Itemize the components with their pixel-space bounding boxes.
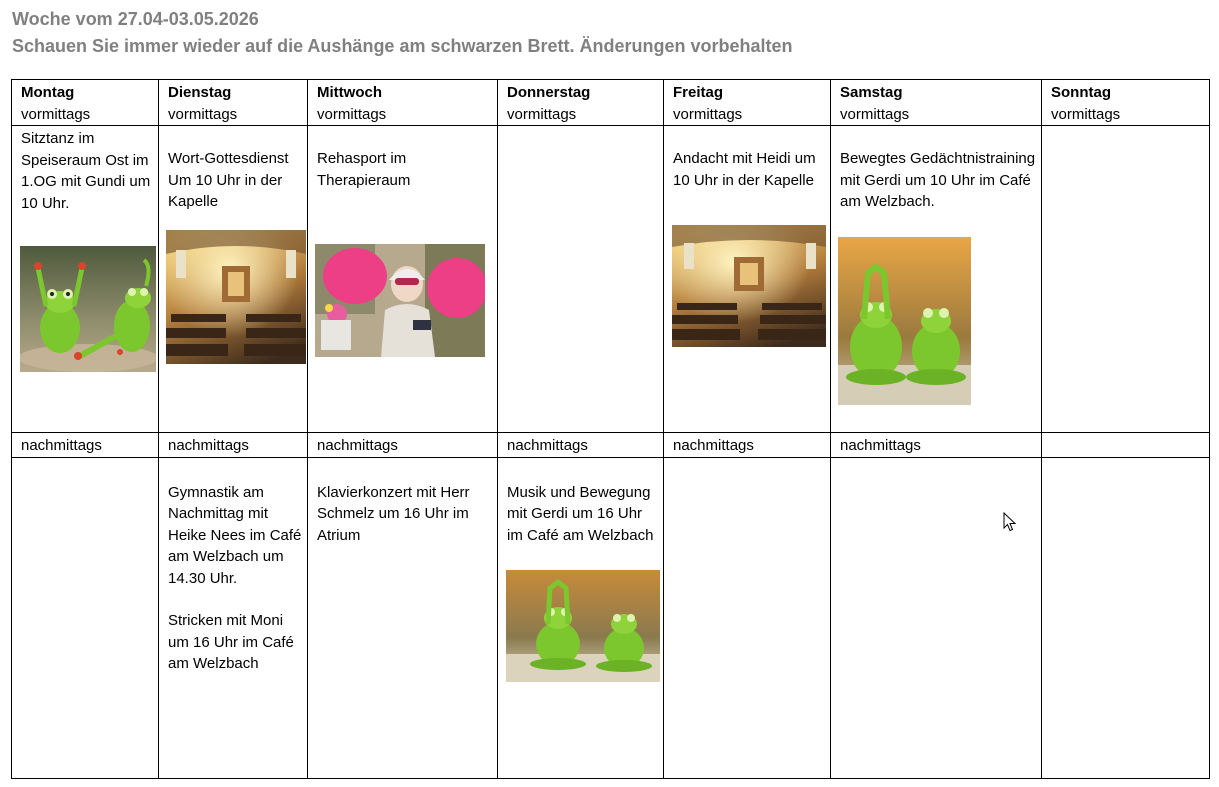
afternoon-cell-sonntag <box>1042 457 1210 778</box>
morning-cell-freitag <box>664 126 831 433</box>
day-name: Donnerstag <box>507 84 591 101</box>
morning-label: vormittags <box>507 105 577 123</box>
morning-cell-dienstag <box>159 126 308 433</box>
morning-cell-mittwoch <box>308 126 498 433</box>
afternoon-label: nachmittags <box>673 437 754 454</box>
day-header-montag <box>12 80 159 126</box>
morning-label: vormittags <box>840 105 910 123</box>
morning-label: vormittags <box>673 105 743 123</box>
day-header-samstag <box>831 80 1042 126</box>
afternoon-label: nachmittags <box>21 437 102 454</box>
frogs-stretching-image <box>20 246 156 372</box>
day-name: Mittwoch <box>317 84 382 101</box>
event-text-2: Stricken mit Moni um 16 Uhr im Café am Welzbach <box>168 612 294 672</box>
chapel-image <box>166 230 306 364</box>
day-header-sonntag <box>1042 80 1210 126</box>
afternoon-cell-mittwoch <box>308 457 498 778</box>
afternoon-label-montag <box>12 433 159 458</box>
afternoon-label: nachmittags <box>317 437 398 454</box>
afternoon-label-donnerstag <box>498 433 664 458</box>
afternoon-cell-dienstag <box>159 457 308 778</box>
day-name: Freitag <box>673 84 724 101</box>
afternoon-cell-donnerstag <box>498 457 664 778</box>
morning-label: vormittags <box>1051 105 1121 123</box>
day-header-mittwoch <box>308 80 498 126</box>
event-text: Wort-Gottesdienst Um 10 Uhr in der Kapelle <box>168 150 289 210</box>
week-title: Woche vom 27.04-03.05.2026 <box>12 9 259 29</box>
day-header-freitag <box>664 80 831 126</box>
afternoon-label-samstag <box>831 433 1042 458</box>
morning-label: vormittags <box>317 105 387 123</box>
day-header-dienstag <box>159 80 308 126</box>
afternoon-label-sonntag <box>1042 433 1210 458</box>
afternoon-cell-montag <box>12 457 159 778</box>
day-name: Sonntag <box>1051 84 1111 101</box>
chapel-image <box>672 225 826 347</box>
afternoon-cell-freitag <box>664 457 831 778</box>
day-name: Samstag <box>840 84 903 101</box>
afternoon-label: nachmittags <box>507 437 588 454</box>
afternoon-label: nachmittags <box>168 437 249 454</box>
afternoon-header-row <box>12 433 1210 458</box>
event-text: Rehasport im Therapieraum <box>317 150 411 189</box>
morning-label: vormittags <box>168 105 238 123</box>
morning-cell-donnerstag <box>498 126 664 433</box>
event-text: Andacht mit Heidi um 10 Uhr in der Kapelle <box>673 150 816 189</box>
morning-cell-samstag <box>831 126 1042 433</box>
day-name: Dienstag <box>168 84 232 101</box>
afternoon-row <box>12 457 1210 778</box>
frogs-yoga-image <box>506 570 660 682</box>
day-name: Montag <box>21 84 75 101</box>
notice-subtitle: Schauen Sie immer wieder auf die Aushänge am schwarzen Brett. Änderungen vorbehalten <box>12 36 793 56</box>
afternoon-label-freitag <box>664 433 831 458</box>
day-header-row <box>12 80 1210 126</box>
page-header <box>12 6 793 60</box>
day-header-donnerstag <box>498 80 664 126</box>
morning-label: vormittags <box>21 105 91 123</box>
morning-cell-montag <box>12 126 159 433</box>
weekly-schedule-table <box>11 79 1210 779</box>
morning-row <box>12 126 1210 433</box>
event-text: Klavierkonzert mit Herr Schmelz um 16 Uhr im Atrium <box>317 483 470 544</box>
frogs-yoga-image <box>838 237 971 405</box>
event-text: Musik und Bewegung mit Gerdi um 16 Uhr im Café am Welzbach <box>507 483 654 544</box>
afternoon-label-mittwoch <box>308 433 498 458</box>
morning-cell-sonntag <box>1042 126 1210 433</box>
event-text: Bewegtes Gedächtnistraining mit Gerdi um 10 Uhr im Café am Welzbach. <box>840 150 1036 210</box>
afternoon-label-dienstag <box>159 433 308 458</box>
cheering-senior-image <box>315 244 485 357</box>
afternoon-label: nachmittags <box>840 437 921 454</box>
event-text: Sitztanz im Speiseraum Ost im 1.OG mit Gundi um 10 Uhr. <box>21 130 151 212</box>
event-text: Gymnastik am Nachmittag mit Heike Nees im Café am Welzbach um 14.30 Uhr. <box>168 483 302 587</box>
mouse-pointer-icon <box>1003 512 1017 532</box>
afternoon-cell-samstag <box>831 457 1042 778</box>
